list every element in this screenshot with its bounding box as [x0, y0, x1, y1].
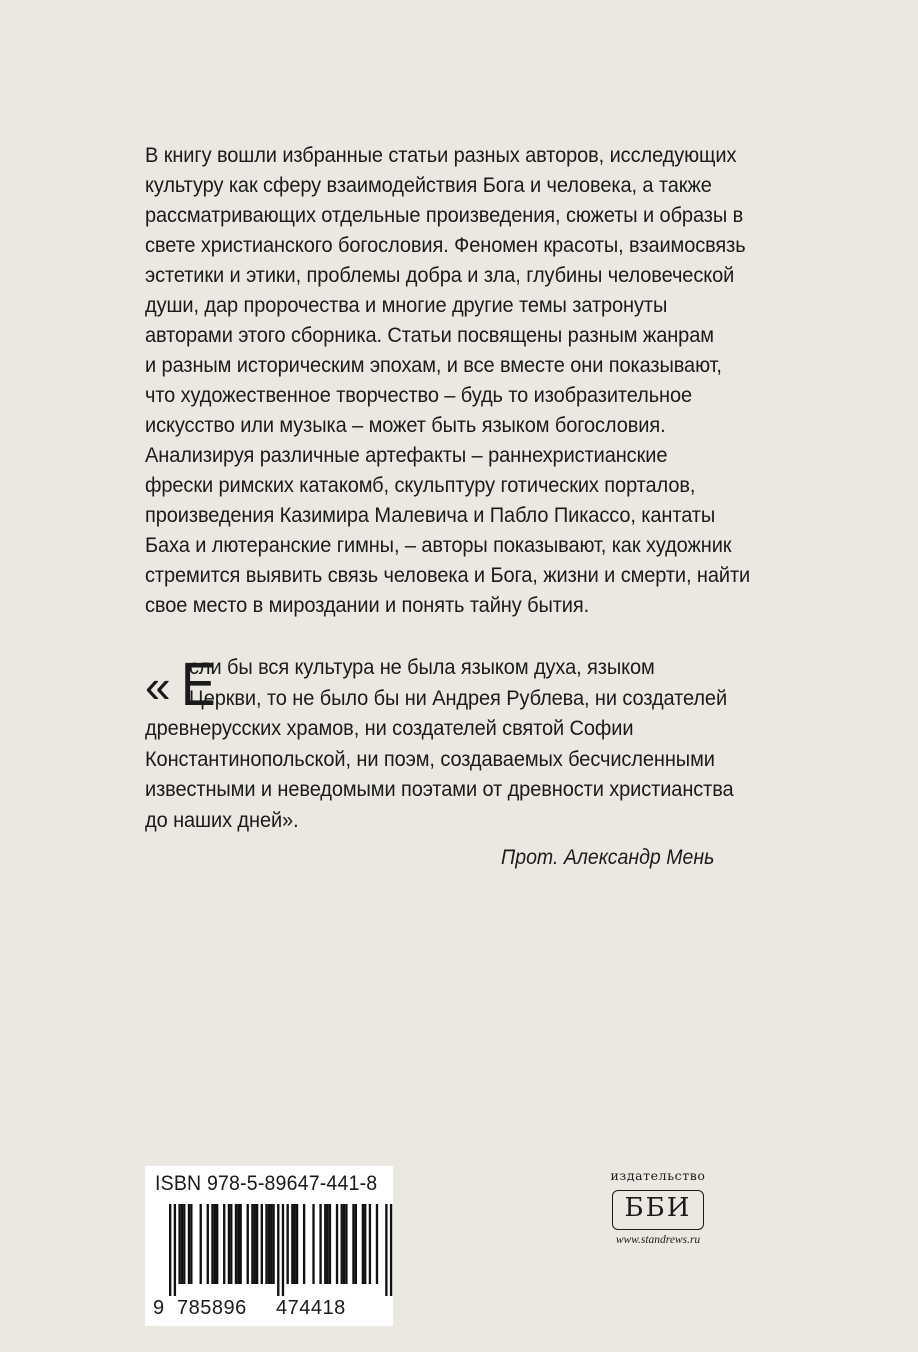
- isbn-barcode: [145, 1166, 393, 1326]
- barcode-bar: [343, 1204, 345, 1284]
- barcode-bar: [287, 1204, 289, 1284]
- description-line: и разным историческим эпохам, и все вместе они показывают,: [145, 353, 722, 377]
- barcode-bar: [326, 1204, 328, 1284]
- barcode-bar: [294, 1204, 296, 1284]
- barcode-guard-bar: [277, 1204, 279, 1296]
- description-line: души, дар пророчества и многие другие темы затронуты: [145, 293, 668, 317]
- barcode-bar: [223, 1204, 225, 1284]
- description-line: авторами этого сборника. Статьи посвящены разным жанрам: [145, 323, 714, 347]
- description-line: эстетики и этики, проблемы добра и зла, глубины человеческой: [145, 263, 735, 287]
- barcode-bar: [235, 1204, 237, 1284]
- barcode-bar: [270, 1204, 272, 1284]
- description-line: культуру как сферу взаимодействия Бога и человека, а также: [145, 173, 712, 197]
- description-line: фрески римских катакомб, скульптуру готических порталов,: [145, 473, 696, 497]
- description-line: Анализируя различные артефакты – раннехристианские: [145, 443, 668, 467]
- barcode-bar: [240, 1204, 242, 1284]
- barcode-guard-bar: [385, 1204, 387, 1296]
- barcode-bar: [178, 1204, 180, 1284]
- barcode-guard-bar: [390, 1204, 392, 1296]
- barcode-digits-left: 785896: [177, 1297, 247, 1319]
- barcode-bar: [251, 1204, 253, 1284]
- barcode-bar: [216, 1204, 218, 1284]
- barcode-bar: [207, 1204, 209, 1284]
- description-line: стремится выявить связь человека и Бога, жизни и смерти, найти: [145, 563, 751, 587]
- barcode-bar: [312, 1204, 314, 1284]
- barcode-bar: [188, 1204, 190, 1284]
- barcode-bar: [352, 1204, 354, 1284]
- description-line: Баха и лютеранские гимны, – авторы показывают, как художник: [145, 533, 732, 557]
- barcode-bar: [247, 1204, 249, 1284]
- barcode-bar: [319, 1204, 321, 1284]
- barcode-bar: [214, 1204, 216, 1284]
- description-line: произведения Казимира Малевича и Пабло Пикассо, кантаты: [145, 503, 716, 527]
- barcode-bar: [211, 1204, 213, 1284]
- quote-line: древнерусских храмов, ни создателей святой Софии: [145, 716, 634, 740]
- description-line: свое место в мироздании и понять тайну бытия.: [145, 593, 590, 617]
- barcode-bar: [228, 1204, 230, 1284]
- barcode-bar: [355, 1204, 357, 1284]
- barcode-bar: [345, 1204, 347, 1284]
- book-description: [145, 140, 751, 620]
- barcode-bar: [190, 1204, 192, 1284]
- barcode-bar: [200, 1204, 202, 1284]
- barcode-guard-bar: [174, 1204, 176, 1296]
- barcode-bar: [268, 1204, 270, 1284]
- description-line: В книгу вошли избранные статьи разных авторов, исследующих: [145, 143, 737, 167]
- open-quote-mark: «: [145, 660, 171, 712]
- barcode-guard-bar: [169, 1204, 171, 1296]
- publisher-logo-frame: [612, 1190, 704, 1230]
- publisher-logo: [600, 1168, 716, 1278]
- barcode-bar: [376, 1204, 378, 1284]
- publisher-url: www.standrews.ru: [615, 1234, 701, 1246]
- drop-cap: Е: [181, 650, 216, 718]
- barcode-bars: [145, 1204, 393, 1296]
- quote-line: известными и неведомыми поэтами от древности христианства: [145, 777, 734, 801]
- barcode-bar: [183, 1204, 185, 1284]
- description-line: рассматривающих отдельные произведения, сюжеты и образы в: [145, 203, 744, 227]
- barcode-bar: [303, 1204, 305, 1284]
- barcode-bar: [329, 1204, 331, 1284]
- isbn-number: ISBN 978-5-89647-441-8: [155, 1172, 378, 1195]
- publisher-logo-text: ББИ: [624, 1193, 692, 1223]
- barcode-bar: [296, 1204, 298, 1284]
- barcode-bar: [254, 1204, 256, 1284]
- barcode-bar: [265, 1204, 267, 1284]
- publisher-label: издательство: [610, 1168, 706, 1183]
- description-line: свете христианского богословия. Феномен красоты, взаимосвязь: [145, 233, 746, 257]
- barcode-bar: [256, 1204, 258, 1284]
- barcode-bar: [261, 1204, 263, 1284]
- barcode-digits-right: 474418: [276, 1297, 346, 1319]
- epigraph-quote: [145, 652, 765, 835]
- barcode-bar: [324, 1204, 326, 1284]
- barcode-guard-bar: [282, 1204, 284, 1296]
- quote-line: Константинопольской, ни поэм, создаваемых бесчисленными: [145, 746, 715, 771]
- barcode-bar: [364, 1204, 366, 1284]
- barcode-bar: [181, 1204, 183, 1284]
- barcode-bar: [272, 1204, 274, 1284]
- barcode-digit-first: 9: [153, 1297, 165, 1319]
- barcode-bar: [369, 1204, 371, 1284]
- quote-attribution: Прот. Александр Мень: [500, 846, 714, 869]
- description-line: искусство или музыка – может быть языком богословия.: [145, 413, 666, 437]
- quote-line: сли бы вся культура не была языком духа, языком: [189, 655, 655, 679]
- quote-line: до наших дней».: [145, 807, 299, 832]
- description-line: что художественное творчество – будь то изобразительное: [145, 383, 693, 407]
- quote-line: Церкви, то не было бы ни Андрея Рублева, ни создателей: [189, 685, 728, 710]
- barcode-bar: [336, 1204, 338, 1284]
- barcode-bar: [237, 1204, 239, 1284]
- barcode-bar: [230, 1204, 232, 1284]
- barcode-bar: [341, 1204, 343, 1284]
- barcode-bar: [291, 1204, 293, 1284]
- barcode-bar: [362, 1204, 364, 1284]
